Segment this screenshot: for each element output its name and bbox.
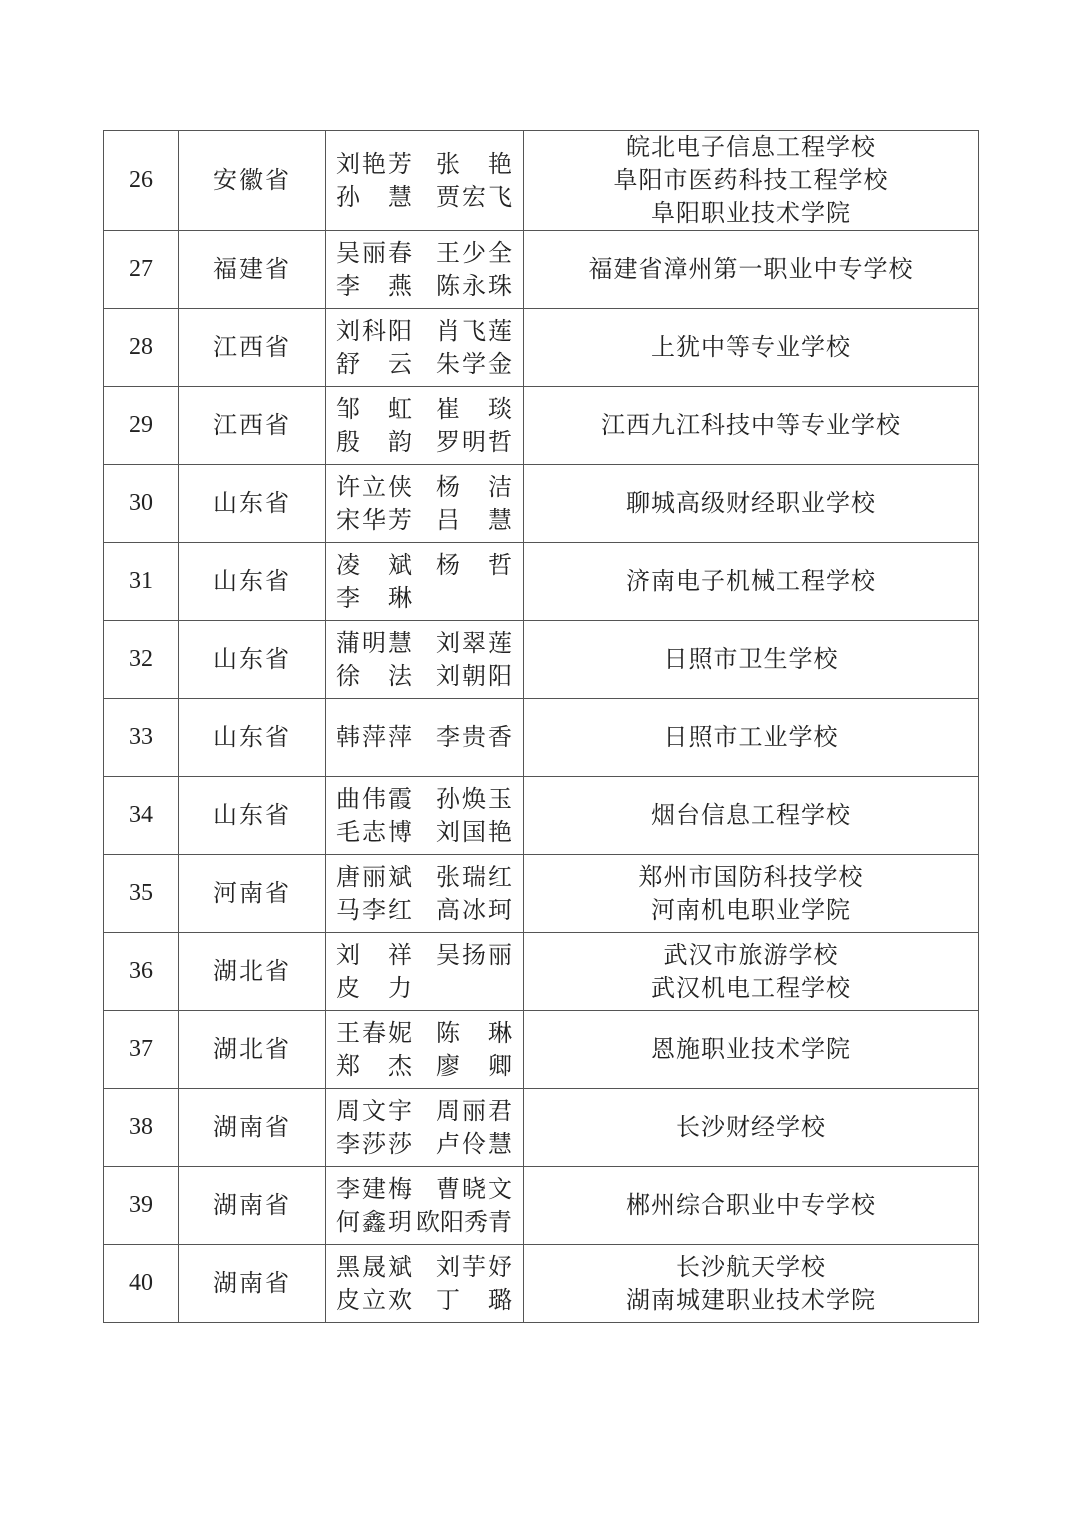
roster-table-body	[104, 131, 979, 1323]
school-name: 郑州市国防科技学校	[638, 862, 864, 891]
province-cell: 江西省	[179, 309, 326, 387]
row-number: 28	[104, 309, 179, 387]
school-name: 上犹中等专业学校	[651, 333, 851, 361]
member-line	[336, 721, 512, 754]
province-cell: 山东省	[179, 543, 326, 621]
member-name: 李莎莎	[336, 1129, 412, 1158]
member-name: 廖 卿	[436, 1051, 512, 1080]
school-cell	[524, 543, 979, 621]
school-cell	[524, 131, 979, 231]
member-name: 高冰珂	[436, 895, 512, 924]
row-number: 26	[104, 131, 179, 231]
members-cell	[326, 699, 524, 777]
row-number: 38	[104, 1089, 179, 1167]
province-cell: 山东省	[179, 465, 326, 543]
member-line	[336, 181, 512, 214]
members-cell	[326, 1011, 524, 1089]
table-row	[104, 777, 979, 855]
school-name: 烟台信息工程学校	[651, 801, 851, 829]
roster-table	[103, 130, 979, 1323]
member-name: 黑晟斌	[336, 1252, 412, 1281]
member-name: 韩萍萍	[336, 723, 412, 751]
member-name: 郑 杰	[336, 1051, 412, 1080]
member-name: 李 燕	[336, 271, 412, 300]
row-number: 34	[104, 777, 179, 855]
row-number: 37	[104, 1011, 179, 1089]
school-name: 阜阳职业技术学院	[651, 199, 851, 227]
member-line	[336, 1251, 512, 1284]
members-cell	[326, 1089, 524, 1167]
member-name: 何鑫玥	[336, 1207, 412, 1236]
table-row	[104, 1011, 979, 1089]
member-line	[336, 348, 512, 381]
table-row	[104, 465, 979, 543]
table-row	[104, 131, 979, 231]
members-cell	[326, 621, 524, 699]
school-name: 聊城高级财经职业学校	[626, 489, 876, 517]
member-line	[336, 1095, 512, 1128]
member-name: 皮立欢	[336, 1285, 412, 1314]
member-line	[336, 148, 512, 181]
province-cell: 安徽省	[179, 131, 326, 231]
member-name: 殷 韵	[336, 427, 412, 456]
table-row	[104, 1089, 979, 1167]
members-cell	[326, 309, 524, 387]
school-cell	[524, 855, 979, 933]
member-name: 贾宏飞	[436, 182, 512, 211]
member-name: 邹 虹	[336, 394, 412, 423]
member-name: 刘芋妤	[436, 1252, 512, 1281]
province-cell: 湖北省	[179, 1011, 326, 1089]
table-row	[104, 933, 979, 1011]
row-number: 35	[104, 855, 179, 933]
school-name: 日照市卫生学校	[663, 645, 839, 673]
member-line	[336, 783, 512, 816]
school-name: 河南机电职业学院	[651, 895, 851, 924]
member-name: 李建梅	[336, 1174, 412, 1203]
member-name: 陈 琳	[436, 1018, 512, 1047]
school-cell	[524, 465, 979, 543]
school-name: 武汉机电工程学校	[651, 973, 851, 1002]
member-name: 王少全	[436, 238, 512, 267]
school-cell	[524, 309, 979, 387]
table-row	[104, 387, 979, 465]
member-name: 徐 法	[336, 661, 412, 690]
province-cell: 湖南省	[179, 1167, 326, 1245]
members-cell	[326, 855, 524, 933]
province-cell: 福建省	[179, 231, 326, 309]
member-line	[336, 861, 512, 894]
member-name: 吴扬丽	[436, 940, 512, 969]
table-row	[104, 309, 979, 387]
members-cell	[326, 465, 524, 543]
table-row	[104, 1245, 979, 1323]
member-name: 崔 琰	[436, 394, 512, 423]
member-name: 卢伶慧	[436, 1129, 512, 1158]
member-line	[336, 939, 512, 972]
table-row	[104, 621, 979, 699]
school-name: 福建省漳州第一职业中专学校	[588, 255, 914, 283]
member-line	[336, 660, 512, 693]
member-name: 张瑞红	[436, 862, 512, 891]
member-name: 刘朝阳	[436, 661, 512, 690]
row-number: 33	[104, 699, 179, 777]
member-name: 孙 慧	[336, 182, 412, 211]
members-cell	[326, 933, 524, 1011]
table-row	[104, 1167, 979, 1245]
member-line	[336, 549, 512, 582]
member-line	[336, 1017, 512, 1050]
school-cell	[524, 1167, 979, 1245]
member-name: 王春妮	[336, 1018, 412, 1047]
member-name: 许立侠	[336, 472, 412, 501]
table-row	[104, 231, 979, 309]
member-name: 宋华芳	[336, 505, 412, 534]
school-cell	[524, 387, 979, 465]
school-name: 湖南城建职业技术学院	[626, 1285, 876, 1314]
member-line	[336, 894, 512, 927]
school-name: 阜阳市医药科技工程学校	[613, 166, 889, 194]
member-name: 朱学金	[436, 349, 512, 378]
row-number: 29	[104, 387, 179, 465]
school-name: 长沙航天学校	[676, 1252, 826, 1281]
school-cell	[524, 1245, 979, 1323]
member-line	[336, 816, 512, 849]
school-name: 恩施职业技术学院	[651, 1035, 851, 1063]
row-number: 31	[104, 543, 179, 621]
member-name: 凌 斌	[336, 550, 412, 579]
school-name: 济南电子机械工程学校	[626, 567, 876, 595]
school-cell	[524, 1089, 979, 1167]
school-name: 武汉市旅游学校	[663, 940, 839, 969]
row-number: 32	[104, 621, 179, 699]
member-line	[336, 627, 512, 660]
member-line	[336, 972, 512, 1005]
member-name: 蒲明慧	[336, 628, 412, 657]
table-row	[104, 543, 979, 621]
member-line	[336, 504, 512, 537]
member-name: 吴丽春	[336, 238, 412, 267]
member-name: 皮 力	[336, 973, 412, 1002]
province-cell: 山东省	[179, 777, 326, 855]
table-row	[104, 855, 979, 933]
member-line	[336, 1206, 512, 1239]
province-cell: 湖北省	[179, 933, 326, 1011]
member-name: 丁 璐	[436, 1285, 512, 1314]
row-number: 27	[104, 231, 179, 309]
school-cell	[524, 777, 979, 855]
member-name: 李 琳	[336, 583, 412, 612]
member-line	[336, 270, 512, 303]
member-name: 曲伟霞	[336, 784, 412, 813]
school-name: 长沙财经学校	[676, 1113, 826, 1141]
member-line	[336, 237, 512, 270]
member-name: 李贵香	[436, 723, 512, 751]
member-name: 陈永珠	[436, 271, 512, 300]
member-name: 刘 祥	[336, 940, 412, 969]
member-name: 吕 慧	[436, 505, 512, 534]
members-cell	[326, 387, 524, 465]
member-name: 刘艳芳	[336, 149, 412, 178]
member-line	[336, 1128, 512, 1161]
member-name: 舒 云	[336, 349, 412, 378]
member-name: 马李红	[336, 895, 412, 924]
member-name: 毛志博	[336, 817, 412, 846]
member-name: 张 艳	[436, 149, 512, 178]
school-name: 江西九江科技中等专业学校	[601, 411, 901, 439]
member-line	[336, 315, 512, 348]
member-name: 周文宇	[336, 1096, 412, 1125]
province-cell: 山东省	[179, 699, 326, 777]
members-cell	[326, 1245, 524, 1323]
member-name: 孙焕玉	[436, 784, 512, 813]
member-line	[336, 1173, 512, 1206]
member-name: 曹晓文	[436, 1174, 512, 1203]
school-cell	[524, 1011, 979, 1089]
row-number: 39	[104, 1167, 179, 1245]
member-name: 肖飞莲	[436, 316, 512, 345]
members-cell	[326, 131, 524, 231]
member-name: 唐丽斌	[336, 862, 412, 891]
member-line	[336, 393, 512, 426]
member-name: 刘科阳	[336, 316, 412, 345]
table-row	[104, 699, 979, 777]
members-cell	[326, 777, 524, 855]
member-name: 杨 哲	[436, 550, 512, 579]
province-cell: 湖南省	[179, 1245, 326, 1323]
school-name: 郴州综合职业中专学校	[626, 1191, 876, 1219]
member-name: 罗明哲	[436, 427, 512, 456]
member-name: 刘翠莲	[436, 628, 512, 657]
member-line	[336, 1284, 512, 1317]
member-line	[336, 1050, 512, 1083]
school-name: 日照市工业学校	[663, 723, 839, 751]
school-cell	[524, 231, 979, 309]
school-cell	[524, 699, 979, 777]
province-cell: 湖南省	[179, 1089, 326, 1167]
member-name: 周丽君	[436, 1096, 512, 1125]
members-cell	[326, 1167, 524, 1245]
member-name: 刘国艳	[436, 817, 512, 846]
member-name: 杨 洁	[436, 472, 512, 501]
member-line	[336, 471, 512, 504]
row-number: 36	[104, 933, 179, 1011]
member-line	[336, 426, 512, 459]
province-cell: 山东省	[179, 621, 326, 699]
members-cell	[326, 231, 524, 309]
school-cell	[524, 933, 979, 1011]
province-cell: 河南省	[179, 855, 326, 933]
province-cell: 江西省	[179, 387, 326, 465]
member-line	[336, 582, 512, 615]
row-number: 30	[104, 465, 179, 543]
member-name: 欧阳秀青	[416, 1207, 512, 1236]
school-cell	[524, 621, 979, 699]
school-name: 皖北电子信息工程学校	[626, 133, 876, 161]
members-cell	[326, 543, 524, 621]
row-number: 40	[104, 1245, 179, 1323]
